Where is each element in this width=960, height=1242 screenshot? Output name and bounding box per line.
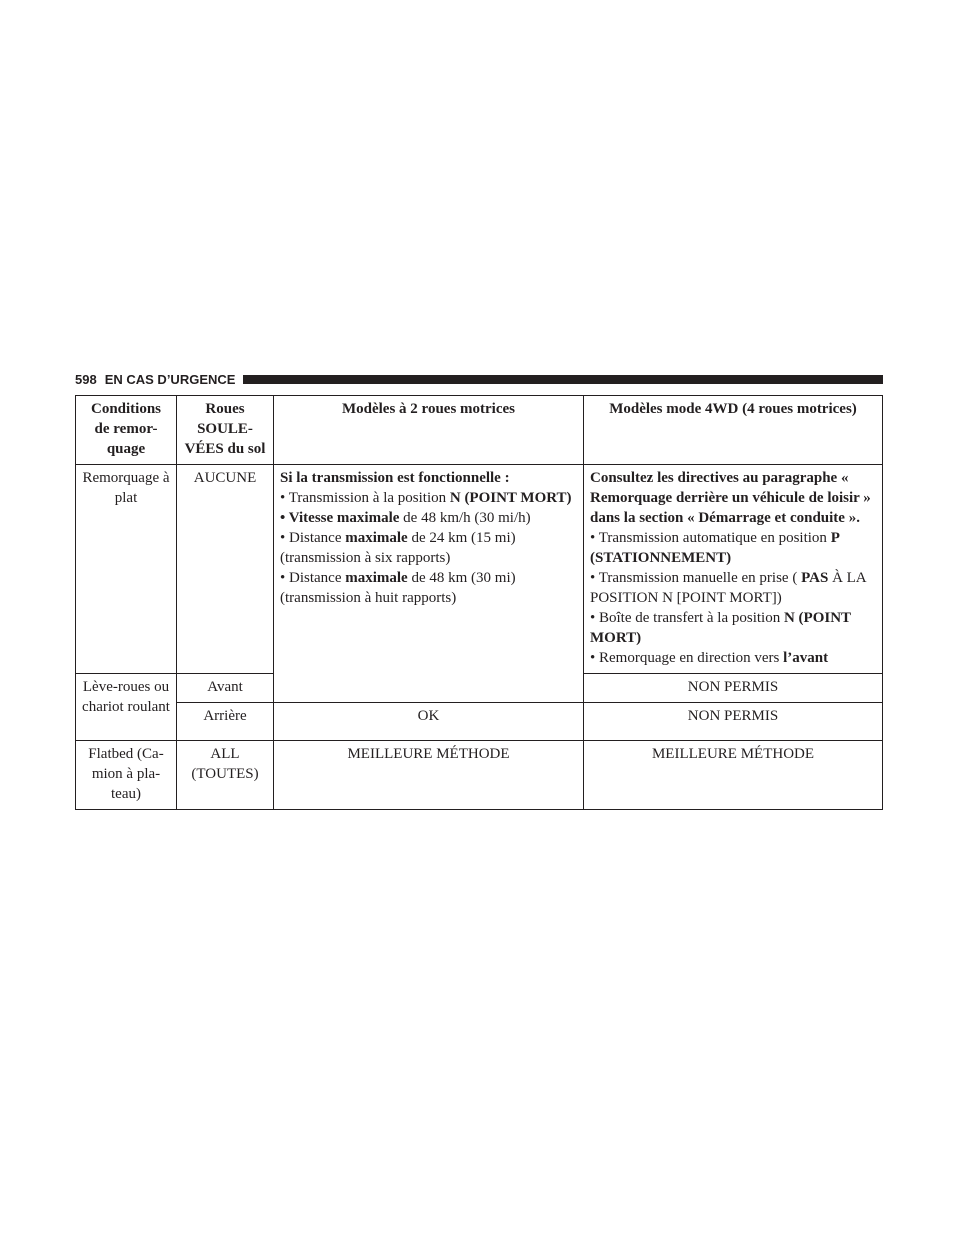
flat-tow-4wd-bullet-3 [590,608,876,648]
flat-tow-2wd-heading: Si la transmission est fonctionnelle : [280,470,510,486]
flatbed-condition: Flatbed (Ca- mion à pla- teau) [76,741,177,810]
bullet-text: de 48 km (30 mi) (transmission à huit rapports) [280,570,516,606]
dolly-rear-2wd: OK [274,703,584,741]
flat-tow-4wd-bullet-1 [590,528,876,568]
bullet-text: de 48 km/h (30 mi/h) [399,510,531,526]
bullet-text: • Transmission automatique en position [590,530,831,546]
bullet-bold: PAS [801,570,829,586]
flat-tow-2wd-bullet-3 [280,528,577,568]
flat-tow-2wd-bullet-2 [280,508,577,528]
bullet-bold: P (STATIONNEMENT) [590,530,840,566]
bullet-bold: maximale [345,570,408,586]
section-title: EN CAS D’URGENCE [104,371,236,387]
flatbed-wheels: ALL (TOUTES) [177,741,274,810]
flat-tow-2wd-cell [274,465,584,703]
bullet-text: • Boîte de transfert à la position [590,610,784,626]
bullet-text: de 24 km (15 mi) (transmission à six rapports) [280,530,516,566]
flat-tow-2wd-bullet-1 [280,488,577,508]
bullet-text: • Transmission à la position [280,490,450,506]
bullet-text: • Remorquage en direction vers [590,650,784,666]
dolly-front-4wd: NON PERMIS [584,674,883,703]
bullet-text: • Distance [280,530,346,546]
bullet-bold: maximale [345,530,408,546]
column-header-2wd: Modèles à 2 roues motrices [274,396,584,465]
towing-table [75,395,883,810]
flat-tow-4wd-bullet-4 [590,648,876,668]
flat-tow-4wd-cell [584,465,883,674]
bullet-text: • Distance [280,570,346,586]
table-row-flat-tow [76,465,883,674]
dolly-condition: Lève-roues ou chariot roulant [76,674,177,741]
bullet-bold: N (POINT MORT) [449,490,572,506]
dolly-rear-4wd: NON PERMIS [584,703,883,741]
bullet-bold: • Vitesse maximale [280,510,400,526]
column-header-wheels: Roues SOULE- VÉES du sol [177,396,274,465]
dolly-front-wheels: Avant [177,674,274,703]
flatbed-2wd: MEILLEURE MÉTHODE [274,741,584,810]
table-row-flatbed [76,741,883,810]
flat-tow-4wd-intro: Consultez les directives au paragraphe « Remorquage derrière un véhicule de loisir » dans la section « Démarrage et conduite ». [590,470,871,526]
bullet-bold: l’avant [783,650,829,666]
bullet-text: • Transmission manuelle en prise ( [590,570,802,586]
dolly-rear-wheels: Arrière [177,703,274,741]
flat-tow-wheels: AUCUNE [177,465,274,674]
flat-tow-condition: Remorquage à plat [76,465,177,674]
page-header [75,368,883,390]
header-rule [243,375,883,384]
column-header-4wd: Modèles mode 4WD (4 roues motrices) [584,396,883,465]
flat-tow-2wd-bullet-4 [280,568,577,608]
flat-tow-4wd-bullet-2 [590,568,876,608]
table-header-row [76,396,883,465]
page-number: 598 [75,371,97,387]
bullet-bold: N (POINT MORT) [590,610,851,646]
column-header-conditions: Conditions de remor- quage [76,396,177,465]
table-row-dolly-rear [76,703,883,741]
flatbed-4wd: MEILLEURE MÉTHODE [584,741,883,810]
bullet-text: À LA POSITION N [POINT MORT]) [590,570,866,606]
